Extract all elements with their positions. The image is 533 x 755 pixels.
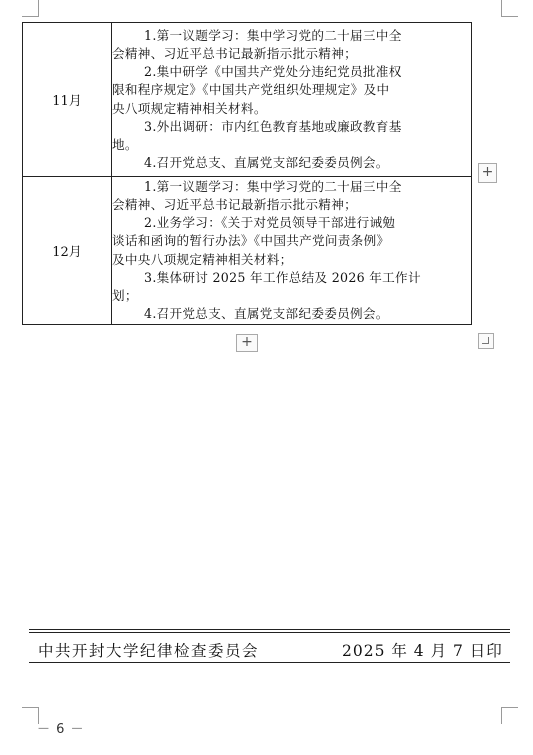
content-line: 3.外出调研：市内红色教育基地或廉政教育基 bbox=[144, 118, 402, 134]
plus-icon: + bbox=[481, 164, 494, 180]
content-line: 1.第一议题学习：集中学习党的二十届三中全 bbox=[144, 178, 402, 194]
table-row bbox=[23, 23, 472, 177]
footer-rule-bottom bbox=[29, 662, 510, 663]
crop-mark-top-left bbox=[22, 0, 39, 17]
footer-rule-top-inner bbox=[29, 632, 510, 633]
content-line: 2.集中研学《中国共产党处分违纪党员批准权 bbox=[144, 64, 402, 80]
crop-mark-bottom-right bbox=[501, 707, 518, 724]
content-line: 及中央八项规定精神相关材料； bbox=[112, 251, 293, 267]
content-line: 会精神、习近平总书记最新指示批示精神； bbox=[112, 196, 357, 212]
footer-print-date: 2025 年 4 月 7 日印 bbox=[342, 642, 503, 660]
content-cell[interactable] bbox=[112, 23, 472, 177]
content-line: 1.第一议题学习：集中学习党的二十届三中全 bbox=[144, 27, 402, 43]
content-line: 会精神、习近平总书记最新指示批示精神； bbox=[112, 45, 357, 61]
page-number: － 6 － bbox=[37, 722, 85, 737]
crop-mark-top-right bbox=[501, 0, 518, 17]
content-line: 3.集体研讨 2025 年工作总结及 2026 年工作计 bbox=[144, 269, 421, 285]
footer-rule-top bbox=[29, 629, 510, 630]
content-line: 划； bbox=[112, 287, 138, 303]
content-line: 4.召开党总支、直属党支部纪委委员例会。 bbox=[144, 155, 389, 171]
plus-icon: + bbox=[241, 334, 253, 350]
content-line: 地。 bbox=[112, 136, 138, 152]
month-cell[interactable]: 11月 bbox=[23, 23, 112, 177]
footer-organization: 中共开封大学纪律检查委员会 bbox=[38, 642, 260, 660]
content-line: 谈话和函询的暂行办法》《中国共产党问责条例》 bbox=[112, 233, 390, 249]
month-cell[interactable]: 12月 bbox=[23, 177, 112, 325]
table-row bbox=[23, 177, 472, 325]
work-plan-table bbox=[22, 22, 472, 325]
content-cell[interactable] bbox=[112, 177, 472, 325]
content-line: 限和程序规定》《中国共产党组织处理规定》及中 bbox=[112, 82, 390, 98]
content-line: 2.业务学习：《关于对党员领导干部进行诫勉 bbox=[144, 215, 396, 231]
content-line: 4.召开党总支、直属党支部纪委委员例会。 bbox=[144, 306, 389, 322]
add-column-button[interactable] bbox=[236, 334, 258, 352]
content-line: 央八项规定精神相关材料。 bbox=[112, 100, 267, 116]
add-row-button[interactable] bbox=[478, 163, 497, 183]
resize-handle-icon[interactable] bbox=[478, 333, 494, 349]
